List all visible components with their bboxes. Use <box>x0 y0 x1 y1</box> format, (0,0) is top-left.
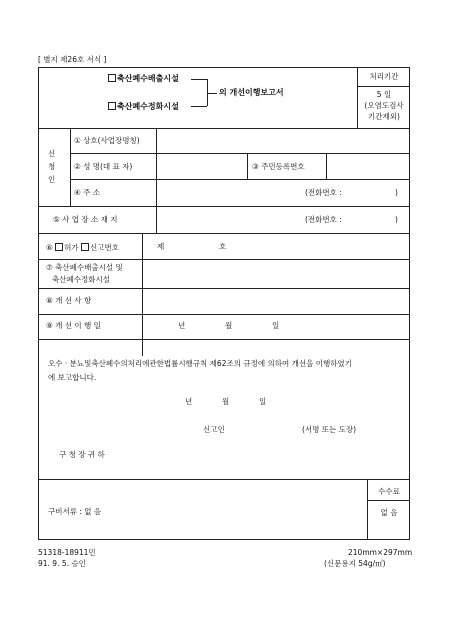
fee-label: 수수료 <box>378 487 400 496</box>
representative-name-field[interactable] <box>157 154 246 178</box>
implementation-year: 년 <box>178 321 186 330</box>
business-name-label: ① 상호(사업장명칭) <box>74 136 140 145</box>
footer-size: 210mm×297mm <box>348 548 413 557</box>
processing-note2: 기간제외) <box>368 112 400 121</box>
footer-form-number: 51318-18911민 <box>38 548 96 557</box>
address-label: ④ 주 소 <box>74 188 100 197</box>
resident-number-label: ③ 주민등록번호 <box>252 162 305 171</box>
footer-paper: (신문용지 54g/㎡) <box>324 559 386 568</box>
fee-value: 없 음 <box>380 508 398 517</box>
site-phone-close: ) <box>395 215 398 224</box>
permit-value-suffix: 호 <box>219 242 227 251</box>
signature-label[interactable]: (서명 또는 도장) <box>302 425 357 434</box>
address-phone-close: ) <box>395 188 398 197</box>
implementation-day: 일 <box>272 321 280 330</box>
statement-month: 월 <box>222 397 230 406</box>
implementation-date-label: ⑨ 개 선 이 행 일 <box>46 321 101 330</box>
permit-number-label: ⑥ 허가 신고번호 <box>46 243 119 252</box>
site-location-field[interactable] <box>157 207 409 232</box>
facility-field[interactable] <box>143 260 409 287</box>
improvement-label: ⑧ 개 선 사 항 <box>46 296 92 305</box>
business-name-field[interactable] <box>157 129 409 153</box>
processing-label: 처리기간 <box>369 72 399 81</box>
processing-note1: (오염도검사 <box>364 101 404 110</box>
facility-label-line2: 축산폐수정화시설 <box>52 275 110 284</box>
checkbox-icon[interactable] <box>55 243 63 251</box>
statement-day: 일 <box>259 397 267 406</box>
site-phone-label: (전화번호 : <box>305 215 342 224</box>
permit-number-field[interactable] <box>143 234 409 258</box>
section-applicant-char2: 청 <box>48 162 56 171</box>
address-field[interactable] <box>157 180 409 205</box>
processing-days: 5 일 <box>376 90 392 99</box>
form-label: [ 별지 제26호 서식 ] <box>38 55 107 64</box>
permit-value-prefix: 제 <box>157 242 165 251</box>
attachments-label: 구비서류 : 없 음 <box>48 507 102 516</box>
resident-number-field[interactable] <box>327 154 409 178</box>
footer-approval: 91. 9. 5. 승인 <box>38 559 86 568</box>
title-option-discharge[interactable]: 축산폐수배출시설 <box>108 74 179 83</box>
implementation-month: 월 <box>225 321 233 330</box>
title-suffix: 의 개선이행보고서 <box>219 88 284 97</box>
recipient-label: 구 청 장 귀 하 <box>59 450 105 459</box>
site-location-label: ⑤ 사 업 장 소 재 지 <box>53 215 118 224</box>
reporter-label: 신고인 <box>203 425 225 434</box>
facility-label-line1: ⑦ 축산폐수배출시설 및 <box>46 263 123 272</box>
title-option-purification[interactable]: 축산폐수정화시설 <box>108 102 179 111</box>
improvement-field[interactable] <box>143 289 409 313</box>
section-applicant-char3: 인 <box>48 175 56 184</box>
checkbox-icon <box>108 102 116 110</box>
representative-name-label: ② 성 명(대 표 자) <box>74 162 133 171</box>
statement-year: 년 <box>185 397 193 406</box>
checkbox-icon <box>108 74 116 82</box>
address-phone-label: (전화번호 : <box>305 188 342 197</box>
section-applicant-char1: 신 <box>48 149 56 158</box>
statement-line2: 에 보고합니다. <box>48 373 97 382</box>
checkbox-icon[interactable] <box>81 243 89 251</box>
statement-line1: 오수 · 분뇨및축산폐수의처리에관한법률시행규칙 제62조의 규정에 의하여 개선을 이행하였기 <box>48 359 352 368</box>
